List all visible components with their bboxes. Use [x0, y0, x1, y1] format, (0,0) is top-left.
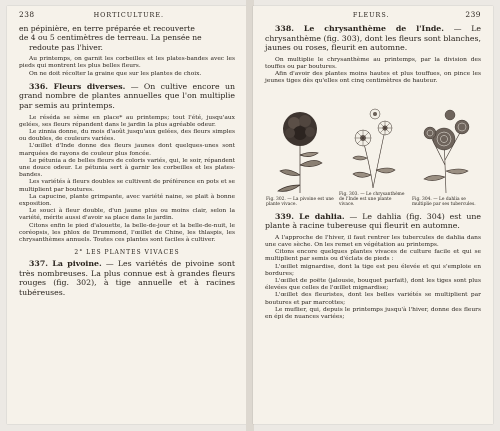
paragraph: Le zinnia donne, du mois d'août jusqu'aux gelées, des fleurs simples ou doubles, de couleurs variées. — [19, 129, 235, 143]
figures-row — [265, 90, 481, 208]
paragraph: Citons enfin le pied d'alouette, la belle-de-jour et la belle-de-nuit, le coréopsis, les phlox de Drummond, l'œillet de Chine, les thlaspis, les chrysanthèmes annuels. Toutes ces plantes sont faciles à cultiver. — [19, 222, 235, 244]
right-running-head — [265, 10, 481, 19]
section-339-heading: 339. Le dahlia. — [275, 211, 345, 221]
subsection-heading: 2° LES PLANTES VIVACES — [74, 249, 180, 257]
dahlia-illustration — [416, 105, 476, 195]
peony-illustration — [270, 105, 330, 195]
figure-caption: Fig. 302. — La pivoine est une plante vivace. — [266, 197, 334, 208]
section-339 — [265, 212, 481, 231]
paragraph: Citons encore quelques plantes vivaces de culture facile et qui se multiplient par semis ou d'éclats de pieds : — [265, 249, 481, 263]
section-336 — [19, 82, 235, 111]
section-338-heading: 338. Le chrysanthème de l'Inde. — [275, 24, 444, 33]
left-running-head — [19, 10, 235, 19]
paragraph: Au printemps, on garnit les corbeilles et les plates-bandes avec les pieds qui montrent les plus belles fleurs. — [19, 56, 235, 70]
paragraph: Le réséda se sème en place* au printemps; tout l'été, jusqu'aux gelées, ses fleurs répandent dans le jardin la plus agréable odeur. — [19, 114, 235, 128]
intro-line: en pépinière, en terre préparée et recouverte — [19, 24, 195, 33]
paragraph: Le pétunia a de belles fleurs de coloris variés, qui, le soir, répandent une douce odeur. Le pétunia sert à garnir les corbeilles et les plates-bandes. — [19, 157, 235, 179]
right-page — [253, 6, 493, 424]
paragraph: Les variétés à fleurs doubles se cultivent de préférence en pots et se multiplient par boutures. — [19, 179, 235, 193]
figure-chrysanthemum — [338, 100, 408, 208]
left-running-title: HORTICULTURE. — [93, 11, 165, 19]
intro-line: redoute pas l'hiver. — [29, 42, 103, 52]
paragraph: L'œillet mignardise, dont la tige est peu élevée et qui s'emploie en bordures; — [265, 263, 481, 277]
intro-line: de 4 ou 5 centimètres de terreau. La pensée ne — [19, 33, 202, 43]
right-page-number: 239 — [465, 10, 481, 19]
paragraph: On multiplie le chrysanthème au printemps, par la division des touffes ou par boutures. — [265, 56, 481, 70]
right-running-title: FLEURS. — [352, 11, 390, 19]
section-338 — [265, 24, 481, 53]
left-page-number: 238 — [19, 10, 35, 19]
section-336-heading: 336. Fleurs diverses. — [29, 81, 126, 91]
section-337-heading: 337. La pivoine. — [29, 259, 102, 269]
section-338-text: — Le chrysanthème (fig. 303), dont les fleurs sont blanches, jaunes ou roses, fleurit en automne. — [265, 24, 481, 53]
paragraph: La capucine, plante grimpante, avec variété naine, se plait à bonne exposition. — [19, 193, 235, 208]
paragraph: A l'approche de l'hiver, il faut rentrer les tubercules de dahlia dans une cave sèche. On les remet en végétation au printemps. — [265, 234, 481, 248]
paragraph: L'œillet des fleuristes, dont les belles variétés se multiplient par boutures et par marcottes; — [265, 292, 481, 306]
section-337-text: — Les variétés de pivoine sont très nombreuses. La plus connue est à grandes fleurs rouges (fig. 302), à tige annuelle et à racines tubéreuses. — [19, 259, 235, 298]
chrysanthemum-illustration — [343, 100, 403, 190]
section-339-text: — Le dahlia (fig. 304) est une plante à racine tubereuse qui fleurit en automne. — [265, 211, 481, 231]
paragraph: Afin d'avoir des plantes moins hautes et plus touffues, on pince les jeunes tiges dès qu'elles ont cinq centimètres de hauteur. — [265, 71, 481, 85]
paragraph: Le souci à fleur double, d'un jaune plus ou moins clair, selon la variété, mérite aussi d'avoir sa place dans le jardin. — [19, 208, 235, 222]
paragraph: On ne doit récolter la graine que sur les plantes de choix. — [29, 70, 202, 77]
section-336-text: — On cultive encore un grand nombre de plantes annuelles que l'on multiplie par semis au printemps. — [19, 81, 236, 111]
figure-caption: Fig. 303. — Le chrysanthème de l'Inde est une plante vivace. — [339, 191, 405, 208]
figure-caption: Fig. 304. — Le dahlia se multiplie par ses tubercules. — [412, 197, 476, 208]
left-page — [7, 6, 247, 424]
paragraph: Le muflier, qui, depuis le printemps jusqu'à l'hiver, donne des fleurs en épi de nuances variées; — [265, 306, 481, 321]
section-337 — [19, 259, 235, 297]
paragraph: L'œillet d'Inde donne des fleurs jaunes dont quelques-unes sont marquées de rayons de couleur plus foncée. — [19, 143, 235, 157]
paragraph: L'œillet de poëte (jalousie, bouquet parfait), dont les tiges sont plus élevées que celles de l'œillet mignardise; — [265, 278, 481, 292]
figure-dahlia — [411, 105, 481, 207]
figure-peony — [265, 105, 335, 207]
